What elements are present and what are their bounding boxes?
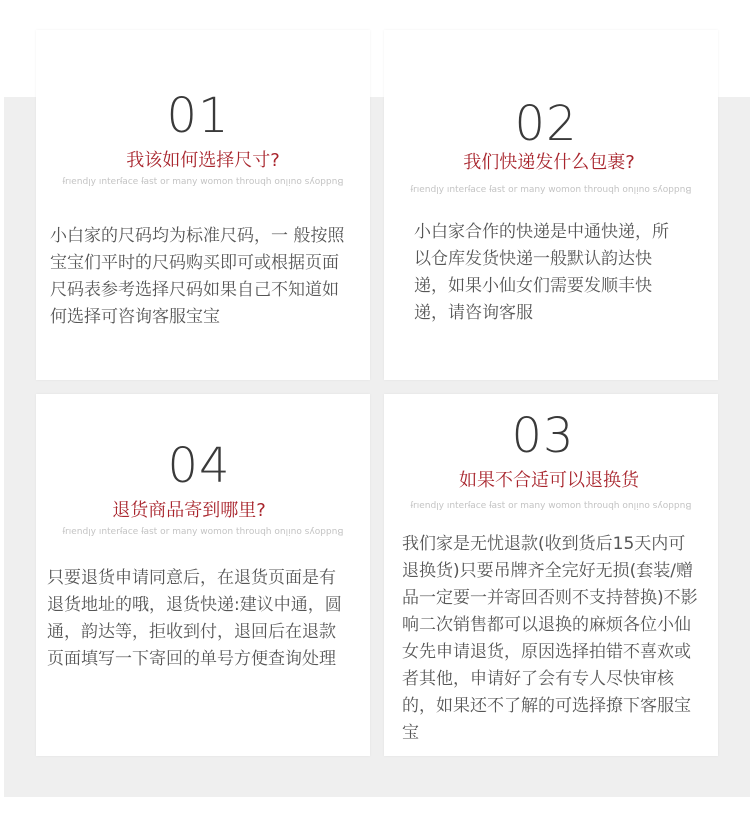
faq-answer: 小白家合作的快递是中通快递，所以仓库发货快递一般默认韵达快递，如果小仙女们需要发顺丰快递，请咨询客服 <box>414 222 669 323</box>
faq-number: 04 <box>167 438 231 494</box>
faq-question: 我们快递发什么包裹? <box>463 152 635 173</box>
faq-answer: 只要退货申请同意后，在退货页面是有退货地址的哦，退货快递:建议中通，圆通，韵达等，拒收到付，退回后在退款页面填写一下寄回的单号方便查询处理 <box>47 568 342 669</box>
faq-card-sizing <box>36 30 370 380</box>
faq-decorative-text: Buddoys ouiluo ɥbnoɹɥʇ uoɯoʍ ʎuɐɯ ɹo ʇsɐɟ ǝɔɐɟɹǝʇuı ʎlpuǝıɹɟ <box>410 184 692 194</box>
faq-number: 01 <box>166 88 230 144</box>
faq-card-return-address <box>36 394 370 756</box>
faq-question: 退货商品寄到哪里? <box>112 500 266 521</box>
faq-decorative-text: Buddoys ouiluo ɥbnoɹɥʇ uoɯoʍ ʎuɐɯ ɹo ʇsɐɟ ǝɔɐɟɹǝʇuı ʎlpuǝıɹɟ <box>410 500 692 510</box>
faq-number: 02 <box>514 96 578 152</box>
faq-question: 如果不合适可以退换货 <box>459 470 639 491</box>
faq-decorative-text: Buddoys ouiluo ɥbnoɹɥʇ uoɯoʍ ʎuɐɯ ɹo ʇsɐɟ ǝɔɐɟɹǝʇuı ʎlpuǝıɹɟ <box>62 526 344 536</box>
faq-card-shipping <box>384 30 718 380</box>
faq-card-returns <box>384 394 718 756</box>
faq-question: 我该如何选择尺寸? <box>126 150 280 171</box>
faq-answer: 小白家的尺码均为标准尺码，一 般按照宝宝们平时的尺码购买即可或根据页面尺码表参考选择尺码如果自己不知道如何选择可咨询客服宝宝 <box>50 226 345 327</box>
faq-number: 03 <box>511 408 575 464</box>
faq-answer: 我们家是无忧退款(收到货后15天内可退换货)只要吊牌齐全完好无损(套装/赠品一定要一并寄回否则不支持替换)不影响二次销售都可以退换的麻烦各位小仙女先申请退货，原因选择拍错不喜欢或者其他，申请好了会有专人尽快审核的，如果还不了解的可选择撩下客服宝宝 <box>402 534 698 743</box>
faq-decorative-text: Buddoys ouiluo ɥbnoɹɥʇ uoɯoʍ ʎuɐɯ ɹo ʇsɐɟ ǝɔɐɟɹǝʇuı ʎlpuǝıɹɟ <box>62 176 344 186</box>
